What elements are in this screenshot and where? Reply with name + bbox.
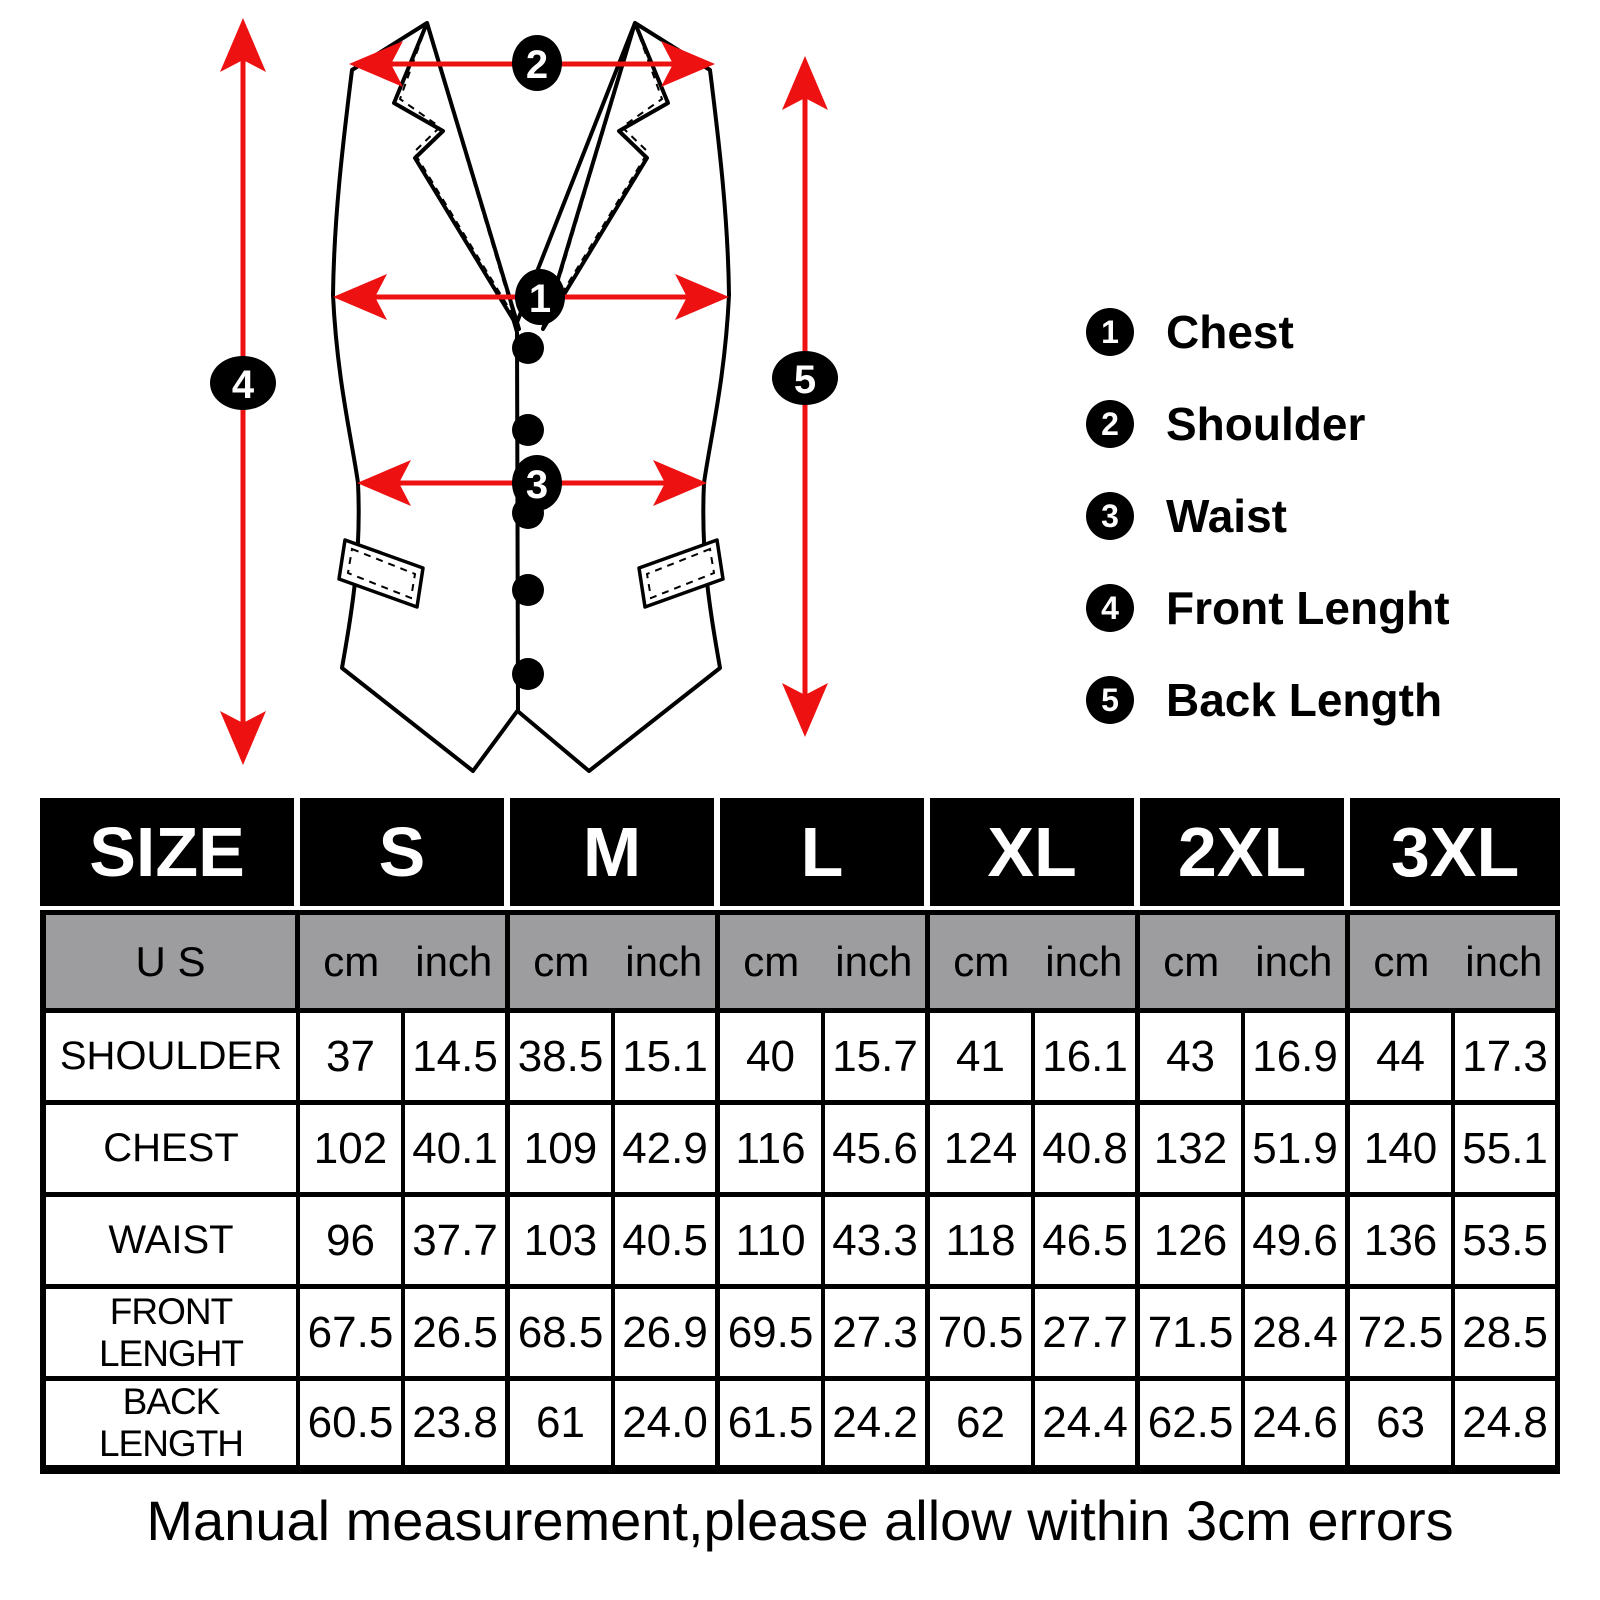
value-cell: 62.5 xyxy=(1140,1376,1245,1474)
legend-label-chest: Chest xyxy=(1166,306,1294,358)
value-cell: 68.5 xyxy=(510,1284,615,1376)
value-cell: 118 xyxy=(930,1192,1035,1284)
legend-label-shoulder: Shoulder xyxy=(1166,398,1366,450)
unit-region-label: U S xyxy=(40,910,300,1008)
value-cell: 26.5 xyxy=(405,1284,510,1376)
legend-item-back-length xyxy=(1086,676,1450,724)
unit-cell xyxy=(300,910,510,1008)
row-label: CHEST xyxy=(40,1100,300,1192)
unit-cm: cm xyxy=(323,937,380,985)
value-cell: 53.5 xyxy=(1455,1192,1560,1284)
unit-inch: inch xyxy=(1465,937,1543,985)
legend-badge-4-icon: 4 xyxy=(1086,584,1134,632)
value-cell: 44 xyxy=(1350,1008,1455,1100)
value-cell: 70.5 xyxy=(930,1284,1035,1376)
legend-label-waist: Waist xyxy=(1166,490,1287,542)
unit-cm: cm xyxy=(533,937,590,985)
value-cell: 16.1 xyxy=(1035,1008,1140,1100)
unit-cell xyxy=(1350,910,1560,1008)
row-label: FRONT LENGHT xyxy=(40,1284,300,1376)
unit-inch: inch xyxy=(625,937,703,985)
row-label: SHOULDER xyxy=(40,1008,300,1100)
badge-1-number: 1 xyxy=(528,277,552,321)
value-cell: 132 xyxy=(1140,1100,1245,1192)
value-cell: 124 xyxy=(930,1100,1035,1192)
badge-5-number: 5 xyxy=(793,358,817,402)
value-cell: 43.3 xyxy=(825,1192,930,1284)
value-cell: 109 xyxy=(510,1100,615,1192)
legend-badge-1-icon: 1 xyxy=(1086,308,1134,356)
legend-label-back-length: Back Length xyxy=(1166,674,1443,726)
value-cell: 102 xyxy=(300,1100,405,1192)
header-2xl: 2XL xyxy=(1140,798,1350,910)
header-xl: XL xyxy=(930,798,1140,910)
unit-cell xyxy=(1140,910,1350,1008)
value-cell: 27.7 xyxy=(1035,1284,1140,1376)
table-header-row xyxy=(40,798,1560,910)
legend-item-chest xyxy=(1086,308,1450,356)
value-cell: 61 xyxy=(510,1376,615,1474)
value-cell: 24.4 xyxy=(1035,1376,1140,1474)
value-cell: 37.7 xyxy=(405,1192,510,1284)
unit-cm: cm xyxy=(1163,937,1220,985)
header-s: S xyxy=(300,798,510,910)
legend-label-front-length: Front Lenght xyxy=(1166,582,1450,634)
header-m: M xyxy=(510,798,720,910)
unit-inch: inch xyxy=(1045,937,1123,985)
unit-inch: inch xyxy=(835,937,913,985)
value-cell: 62 xyxy=(930,1376,1035,1474)
value-cell: 38.5 xyxy=(510,1008,615,1100)
legend-badge-2-icon: 2 xyxy=(1086,400,1134,448)
value-cell: 71.5 xyxy=(1140,1284,1245,1376)
table-row-waist xyxy=(40,1192,1560,1284)
value-cell: 40.8 xyxy=(1035,1100,1140,1192)
vest-left-panel xyxy=(333,23,518,771)
value-cell: 116 xyxy=(720,1100,825,1192)
badge-1 xyxy=(515,269,565,325)
value-cell: 126 xyxy=(1140,1192,1245,1284)
value-cell: 60.5 xyxy=(300,1376,405,1474)
header-size: SIZE xyxy=(40,798,300,910)
value-cell: 63 xyxy=(1350,1376,1455,1474)
unit-inch: inch xyxy=(415,937,493,985)
size-chart-table xyxy=(40,798,1560,1474)
unit-cell xyxy=(510,910,720,1008)
value-cell: 55.1 xyxy=(1455,1100,1560,1192)
value-cell: 96 xyxy=(300,1192,405,1284)
legend-badge-3-icon: 3 xyxy=(1086,492,1134,540)
value-cell: 15.7 xyxy=(825,1008,930,1100)
value-cell: 72.5 xyxy=(1350,1284,1455,1376)
value-cell: 40.1 xyxy=(405,1100,510,1192)
value-cell: 42.9 xyxy=(615,1100,720,1192)
value-cell: 61.5 xyxy=(720,1376,825,1474)
value-cell: 67.5 xyxy=(300,1284,405,1376)
row-label: WAIST xyxy=(40,1192,300,1284)
legend-item-shoulder xyxy=(1086,400,1450,448)
badge-4 xyxy=(210,356,276,410)
value-cell: 24.2 xyxy=(825,1376,930,1474)
badge-3-number: 3 xyxy=(525,463,549,507)
value-cell: 24.6 xyxy=(1245,1376,1350,1474)
table-row-shoulder xyxy=(40,1008,1560,1100)
value-cell: 37 xyxy=(300,1008,405,1100)
table-row-back-length xyxy=(40,1376,1560,1474)
badge-2 xyxy=(512,35,562,91)
measurement-diagram xyxy=(0,0,1600,792)
value-cell: 140 xyxy=(1350,1100,1455,1192)
value-cell: 41 xyxy=(930,1008,1035,1100)
value-cell: 26.9 xyxy=(615,1284,720,1376)
value-cell: 43 xyxy=(1140,1008,1245,1100)
value-cell: 15.1 xyxy=(615,1008,720,1100)
value-cell: 136 xyxy=(1350,1192,1455,1284)
unit-cell xyxy=(720,910,930,1008)
measurement-note: Manual measurement,please allow within 3cm errors xyxy=(146,1489,1454,1552)
value-cell: 23.8 xyxy=(405,1376,510,1474)
value-cell: 69.5 xyxy=(720,1284,825,1376)
value-cell: 51.9 xyxy=(1245,1100,1350,1192)
badge-4-number: 4 xyxy=(231,363,255,407)
value-cell: 110 xyxy=(720,1192,825,1284)
value-cell: 24.8 xyxy=(1455,1376,1560,1474)
value-cell: 17.3 xyxy=(1455,1008,1560,1100)
unit-cm: cm xyxy=(1373,937,1430,985)
unit-row xyxy=(40,910,1560,1008)
header-3xl: 3XL xyxy=(1350,798,1560,910)
row-label: BACK LENGTH xyxy=(40,1376,300,1474)
unit-inch: inch xyxy=(1255,937,1333,985)
value-cell: 40 xyxy=(720,1008,825,1100)
value-cell: 16.9 xyxy=(1245,1008,1350,1100)
badge-5 xyxy=(772,351,838,405)
value-cell: 103 xyxy=(510,1192,615,1284)
value-cell: 40.5 xyxy=(615,1192,720,1284)
table-row-front-length xyxy=(40,1284,1560,1376)
unit-cm: cm xyxy=(953,937,1010,985)
value-cell: 24.0 xyxy=(615,1376,720,1474)
table-row-chest xyxy=(40,1100,1560,1192)
value-cell: 28.5 xyxy=(1455,1284,1560,1376)
badge-2-number: 2 xyxy=(525,43,549,87)
value-cell: 45.6 xyxy=(825,1100,930,1192)
unit-cm: cm xyxy=(743,937,800,985)
value-cell: 14.5 xyxy=(405,1008,510,1100)
value-cell: 27.3 xyxy=(825,1284,930,1376)
unit-cell xyxy=(930,910,1140,1008)
value-cell: 28.4 xyxy=(1245,1284,1350,1376)
header-l: L xyxy=(720,798,930,910)
value-cell: 46.5 xyxy=(1035,1192,1140,1284)
legend-badge-5-icon: 5 xyxy=(1086,676,1134,724)
legend-item-front-length xyxy=(1086,584,1450,632)
badge-3 xyxy=(512,455,562,511)
legend-item-waist xyxy=(1086,492,1450,540)
value-cell: 49.6 xyxy=(1245,1192,1350,1284)
measurement-legend xyxy=(1086,308,1450,768)
